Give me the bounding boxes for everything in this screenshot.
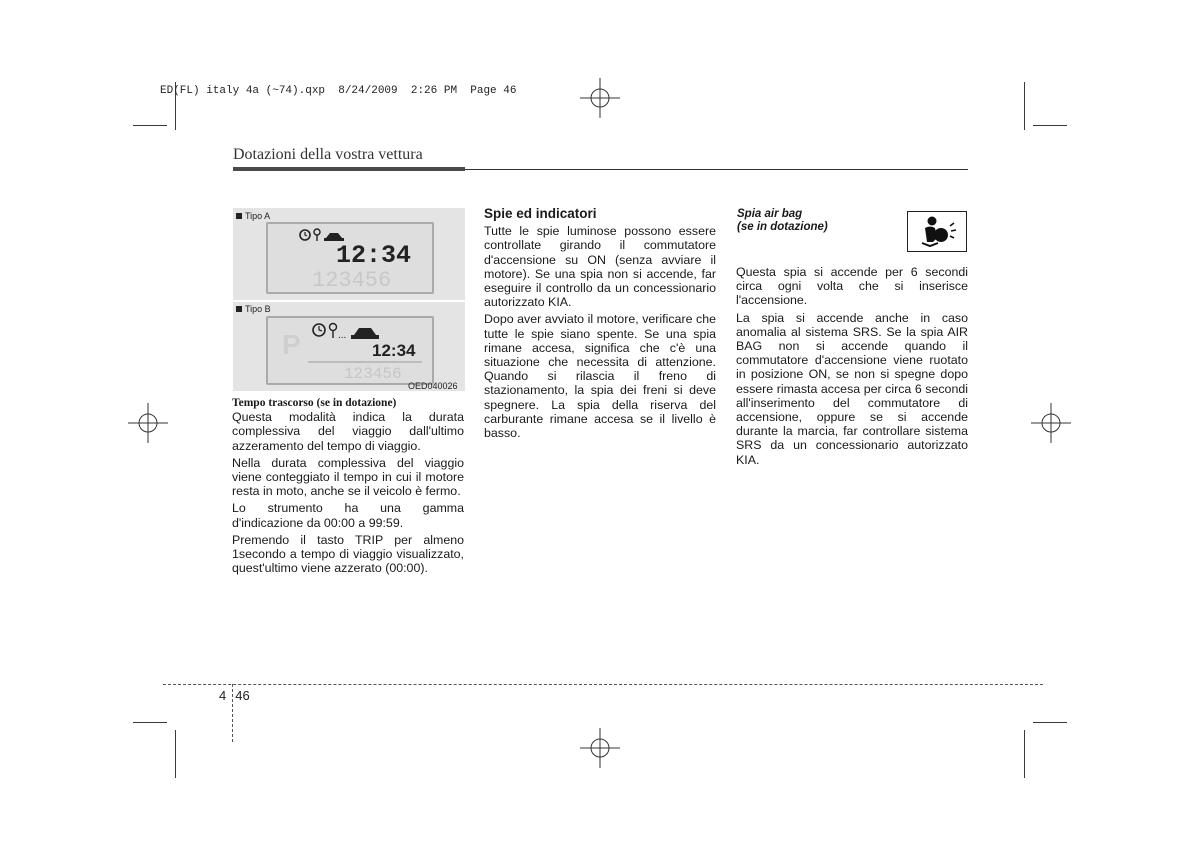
registration-mark bbox=[128, 403, 168, 443]
page-number-value: 46 bbox=[235, 688, 250, 703]
figure-divider bbox=[233, 300, 465, 302]
body-paragraph: Premendo il tasto TRIP per almeno 1secondo a tempo di viaggio visualizzato, quest'ultimo viene azzerato (00:00). bbox=[232, 532, 464, 576]
crop-mark bbox=[175, 730, 176, 778]
body-paragraph: Questa spia si accende per 6 secondi circa ogni volta che si inserisce l'accensione. bbox=[736, 265, 968, 308]
right-column-heading bbox=[737, 208, 897, 234]
lcd-b-content bbox=[268, 318, 432, 383]
title-rule-thin bbox=[465, 169, 968, 170]
tipo-b-caption: Tipo B bbox=[236, 304, 271, 314]
print-slug: ED(FL) italy 4a (~74).qxp 8/24/2009 2:26 PM Page 46 bbox=[160, 85, 517, 97]
svg-text:...: ... bbox=[338, 330, 347, 341]
elapsed-time-heading: Tempo trascorso (se in dotazione) bbox=[232, 397, 397, 409]
right-column bbox=[736, 265, 968, 467]
body-paragraph: Nella durata complessiva del viaggio viene conteggiato il tempo in cui il motore resta in moto, anche se il veicolo è fermo. bbox=[232, 455, 464, 499]
body-paragraph: Lo strumento ha una gamma d'indicazione da 00:00 a 99:59. bbox=[232, 501, 464, 530]
body-paragraph: Tutte le spie luminose possono essere controllate girando il commutatore d'accensione su ON (senza avviare il motore). Se una spia non si accende, far eseguire il controllo da un concessionario autorizzato KIA. bbox=[484, 224, 716, 310]
crop-mark bbox=[1033, 125, 1067, 126]
left-column bbox=[232, 396, 464, 575]
registration-mark bbox=[580, 728, 620, 768]
lcd-a-content bbox=[268, 224, 432, 292]
lcd-a-odometer: 123456 bbox=[312, 268, 392, 292]
lcd-b-time: 12:34 bbox=[372, 341, 416, 360]
figure-code: OED040026 bbox=[408, 381, 458, 391]
crop-mark bbox=[133, 125, 167, 126]
tipo-a-caption: Tipo A bbox=[236, 211, 270, 221]
bullet-square-icon bbox=[236, 306, 242, 312]
crop-mark bbox=[1024, 730, 1025, 778]
body-paragraph: Dopo aver avviato il motore, verificare che tutte le spie siano spente. Se una spia rimane accesa, significa che c'è una situazione che necessita di attenzione. Quando si rilascia il freno di stazionamento, la spia dei freni si deve spegnere. La spia della riserva del carburante rimane accesa se il livello è basso. bbox=[484, 312, 716, 441]
airbag-light-subheading: (se in dotazione) bbox=[737, 221, 828, 233]
footer-rule bbox=[163, 684, 1043, 685]
chapter-number: 4 bbox=[219, 688, 227, 703]
body-paragraph: La spia si accende anche in caso anomalia al sistema SRS. Se la spia AIR BAG non si accende quando il commutatore d'accensione viene ruotato in posizione ON, se non si spegne dopo essere rimasta accesa per circa 6 secondi all'inserimento del commutatore di accensione, oppure se si accende durante la marcia, far controllare sistema SRS da un concessionario autorizzato KIA. bbox=[736, 310, 968, 467]
registration-mark bbox=[1031, 403, 1071, 443]
lcd-b-odometer: 123456 bbox=[344, 365, 402, 383]
crop-mark bbox=[1033, 722, 1067, 723]
crop-mark bbox=[1024, 82, 1025, 130]
title-rule-thick bbox=[233, 167, 465, 171]
airbag-warning-icon bbox=[907, 211, 967, 252]
warning-lights-heading: Spie ed indicatori bbox=[484, 206, 597, 221]
bullet-square-icon bbox=[236, 213, 242, 219]
airbag-light-heading: Spia air bag bbox=[737, 208, 803, 220]
page-number bbox=[219, 688, 250, 703]
registration-mark bbox=[580, 78, 620, 118]
middle-column bbox=[484, 207, 716, 440]
body-paragraph: Questa modalità indica la durata complessiva del viaggio dall'ultimo azzeramento del tempo di viaggio. bbox=[232, 410, 464, 453]
crop-mark bbox=[133, 722, 167, 723]
section-title: Dotazioni della vostra vettura bbox=[233, 146, 423, 163]
svg-text:P: P bbox=[282, 329, 301, 360]
lcd-display-b bbox=[266, 316, 434, 385]
lcd-display-a bbox=[266, 222, 434, 294]
lcd-a-time: 12:34 bbox=[336, 241, 412, 270]
